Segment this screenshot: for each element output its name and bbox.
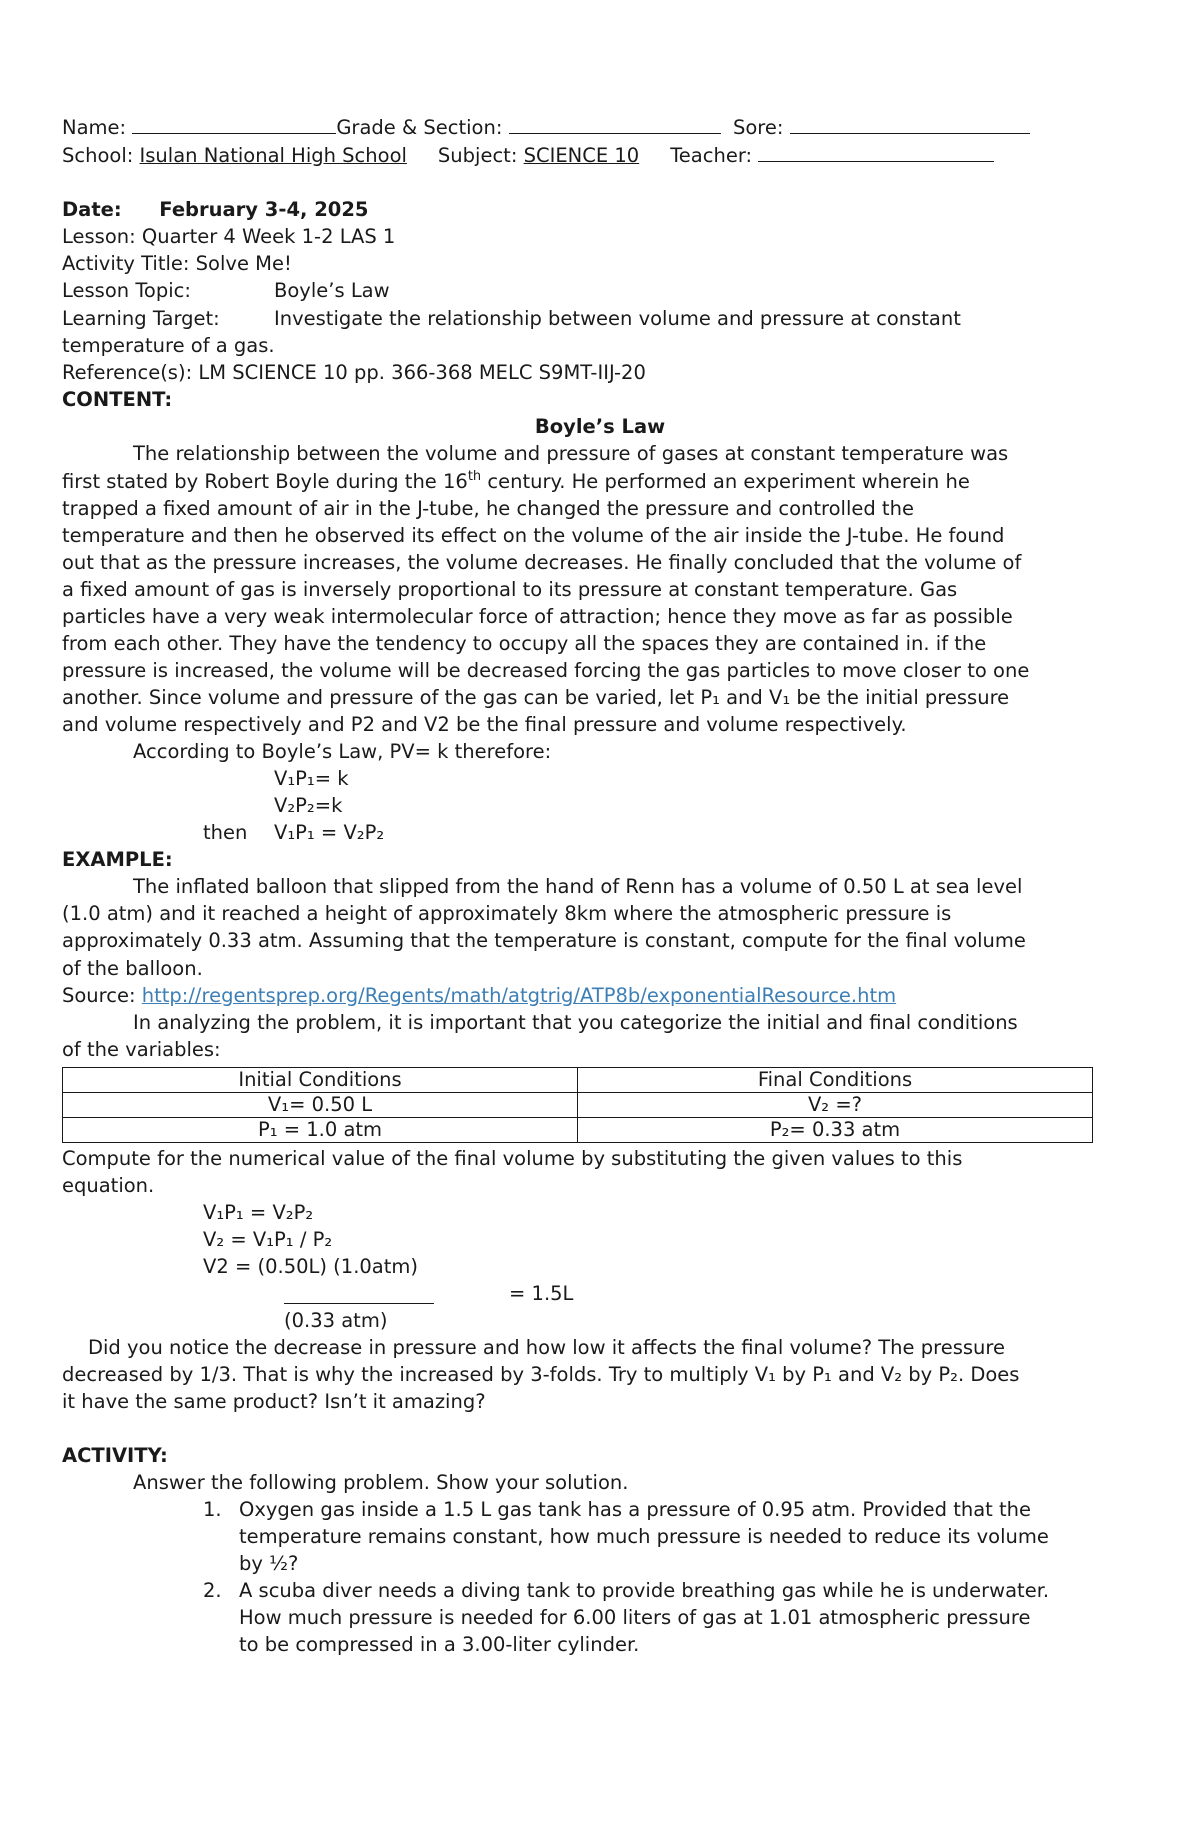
table-cell: V₁= 0.50 L <box>63 1093 578 1118</box>
header-row-1 <box>62 114 1030 141</box>
notice-line: decreased by 1/3. That is why the increased by 3-folds. Try to multiply V₁ by P₁ and V₂ by P₂. Does <box>62 1363 1020 1386</box>
subject-label: Subject: <box>437 144 518 167</box>
paragraph-line: particles have a very weak intermolecular force of attraction; hence they move as far as possible <box>62 605 1013 628</box>
solution-step-2: V₂ = V₁P₁ / P₂ <box>203 1228 333 1251</box>
equation-2: V₂P₂=k <box>274 794 343 817</box>
paragraph-line: a fixed amount of gas is inversely proportional to its pressure at constant temperature. Gas <box>62 578 958 601</box>
school-label: School: <box>62 144 134 167</box>
paragraph-line: The relationship between the volume and pressure of gases at constant temperature was <box>133 442 1009 465</box>
lesson-topic-value: Boyle’s Law <box>274 279 390 302</box>
activity-heading: ACTIVITY: <box>62 1444 168 1467</box>
source-line <box>62 982 896 1009</box>
score-field[interactable] <box>790 114 1030 134</box>
paragraph-line: first stated by Robert Boyle during the 16th century. He performed an experiment wherein he <box>62 469 970 493</box>
table-header-row <box>63 1068 1093 1093</box>
paragraph-line: out that as the pressure increases, the volume decreases. He finally concluded that the volume of <box>62 551 1022 574</box>
activity-item-line: Oxygen gas inside a 1.5 L gas tank has a pressure of 0.95 atm. Provided that the <box>239 1498 1032 1521</box>
example-line: The inflated balloon that slipped from the hand of Renn has a volume of 0.50 L at sea level <box>133 875 1023 898</box>
activity-item-line: to be compressed in a 3.00-liter cylinder. <box>239 1633 640 1656</box>
lesson-line: Lesson: Quarter 4 Week 1-2 LAS 1 <box>62 225 396 248</box>
example-heading: EXAMPLE: <box>62 848 173 871</box>
solution-step-1: V₁P₁ = V₂P₂ <box>203 1201 314 1224</box>
date-value: February 3-4, 2025 <box>159 198 369 221</box>
table-header-cell: Initial Conditions <box>63 1068 578 1093</box>
activity-item-number: 2. <box>203 1579 222 1602</box>
lesson-topic-label: Lesson Topic: <box>62 279 191 302</box>
compute-line: equation. <box>62 1174 155 1197</box>
notice-line: it have the same product? Isn’t it amazing? <box>62 1390 486 1413</box>
boyles-law-title: Boyle’s Law <box>534 415 666 438</box>
equation-1: V₁P₁= k <box>274 767 349 790</box>
date-label: Date: <box>62 198 122 221</box>
table-cell: V₂ =? <box>578 1093 1093 1118</box>
analyze-line: of the variables: <box>62 1038 221 1061</box>
paragraph-line: pressure is increased, the volume will be decreased forcing the gas particles to move closer to one <box>62 659 1030 682</box>
activity-item-line: temperature remains constant, how much pressure is needed to reduce its volume <box>239 1525 1049 1548</box>
learning-target-value: Investigate the relationship between volume and pressure at constant <box>274 307 961 330</box>
grade-section-field[interactable] <box>509 114 721 134</box>
activity-instruction: Answer the following problem. Show your solution. <box>133 1471 629 1494</box>
paragraph-line: from each other. They have the tendency to occupy all the spaces they are contained in. if the <box>62 632 987 655</box>
fraction-bar <box>284 1303 434 1304</box>
notice-line: Did you notice the decrease in pressure and how low it affects the final volume? The pressure <box>88 1336 1005 1359</box>
solution-step-3: V2 = (0.50L) (1.0atm) <box>203 1255 418 1278</box>
teacher-label: Teacher: <box>670 144 753 167</box>
name-field[interactable] <box>132 114 336 134</box>
example-line: of the balloon. <box>62 957 203 980</box>
example-line: (1.0 atm) and it reached a height of approximately 8km where the atmospheric pressure is <box>62 902 952 925</box>
table-row <box>63 1093 1093 1118</box>
table-cell: P₂= 0.33 atm <box>578 1118 1093 1143</box>
score-label: Sore: <box>733 116 784 139</box>
source-label: Source: <box>62 984 136 1007</box>
header-row-2 <box>62 142 994 169</box>
table-header-cell: Final Conditions <box>578 1068 1093 1093</box>
source-link[interactable]: http://regentsprep.org/Regents/math/atgtrig/ATP8b/exponentialResource.htm <box>141 984 897 1007</box>
equation-3: V₁P₁ = V₂P₂ <box>274 821 385 844</box>
paragraph-line: another. Since volume and pressure of the gas can be varied, let P₁ and V₁ be the initial pressure <box>62 686 1010 709</box>
solution-denominator: (0.33 atm) <box>284 1309 388 1332</box>
then-label: then <box>203 821 248 844</box>
example-line: approximately 0.33 atm. Assuming that the temperature is constant, compute for the final volume <box>62 929 1026 952</box>
analyze-line: In analyzing the problem, it is important that you categorize the initial and final conditions <box>133 1011 1018 1034</box>
learning-target-label: Learning Target: <box>62 307 220 330</box>
solution-result: = 1.5L <box>509 1282 574 1305</box>
according-line: According to Boyle’s Law, PV= k therefore: <box>133 740 552 763</box>
teacher-field[interactable] <box>758 142 994 162</box>
paragraph-line: temperature and then he observed its effect on the volume of the air inside the J-tube. He found <box>62 524 1005 547</box>
conditions-table <box>62 1067 1093 1143</box>
activity-item-line: A scuba diver needs a diving tank to provide breathing gas while he is underwater. <box>239 1579 1050 1602</box>
activity-item-line: by ½? <box>239 1552 299 1575</box>
activity-title-line: Activity Title: Solve Me! <box>62 252 292 275</box>
paragraph-line: and volume respectively and P2 and V2 be the final pressure and volume respectively. <box>62 713 907 736</box>
date-line <box>62 196 368 223</box>
school-value: Isulan National High School <box>139 144 407 167</box>
compute-line: Compute for the numerical value of the final volume by substituting the given values to this <box>62 1147 963 1170</box>
name-label: Name: <box>62 116 127 139</box>
learning-target-continued: temperature of a gas. <box>62 334 275 357</box>
subject-value: SCIENCE 10 <box>523 144 640 167</box>
reference-line: Reference(s): LM SCIENCE 10 pp. 366-368 MELC S9MT-IIJ-20 <box>62 361 646 384</box>
paragraph-line: trapped a fixed amount of air in the J-tube, he changed the pressure and controlled the <box>62 497 914 520</box>
table-cell: P₁ = 1.0 atm <box>63 1118 578 1143</box>
content-heading: CONTENT: <box>62 388 173 411</box>
activity-item-number: 1. <box>203 1498 222 1521</box>
grade-label: Grade & Section: <box>336 116 503 139</box>
activity-item-line: How much pressure is needed for 6.00 liters of gas at 1.01 atmospheric pressure <box>239 1606 1031 1629</box>
table-row <box>63 1118 1093 1143</box>
